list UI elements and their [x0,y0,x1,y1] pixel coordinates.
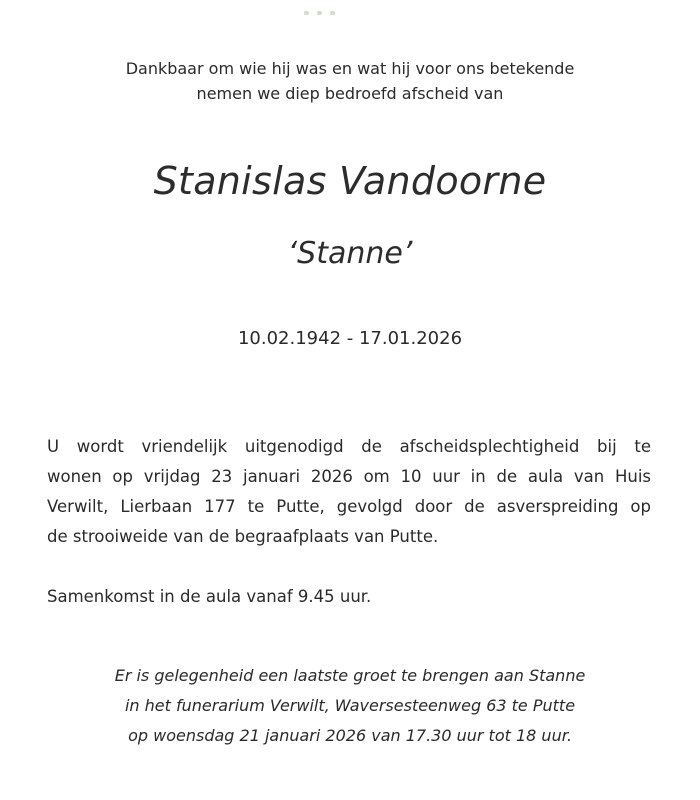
visitation-line-2: in het funerarium Verwilt, Waversesteenweg 63 te Putte [124,696,576,715]
intro-line-2: nemen we diep bedroefd afscheid van [196,84,504,103]
invitation-paragraph [47,432,651,552]
intro-line-1: Dankbaar om wie hij was en wat hij voor ons betekende [125,59,575,78]
decorative-ornament [300,0,360,10]
invitation-line: wonen op vrijdag 23 januari 2026 om 10 uur in de aula van Huis [47,467,651,486]
invitation-line: de strooiweide van de begraafplaats van Putte. [47,527,439,546]
invitation-line: Verwilt, Lierbaan 177 te Putte, gevolgd door de asverspreiding op [47,497,651,516]
gathering-time: Samenkomst in de aula vanaf 9.45 uur. [47,587,372,606]
intro-text [0,56,700,106]
life-dates: 10.02.1942 - 17.01.2026 [237,328,463,349]
visitation-line-1: Er is gelegenheid een laatste groet te brengen aan Stanne [114,666,586,685]
deceased-name: Stanislas Vandoorne [153,159,547,203]
invitation-line: U wordt vriendelijk uitgenodigd de afscheidsplechtigheid bij te [47,437,651,456]
visitation-info [0,661,700,751]
visitation-line-3: op woensdag 21 januari 2026 van 17.30 uur tot 18 uur. [128,726,572,745]
deceased-nickname: ‘Stanne’ [287,236,413,271]
